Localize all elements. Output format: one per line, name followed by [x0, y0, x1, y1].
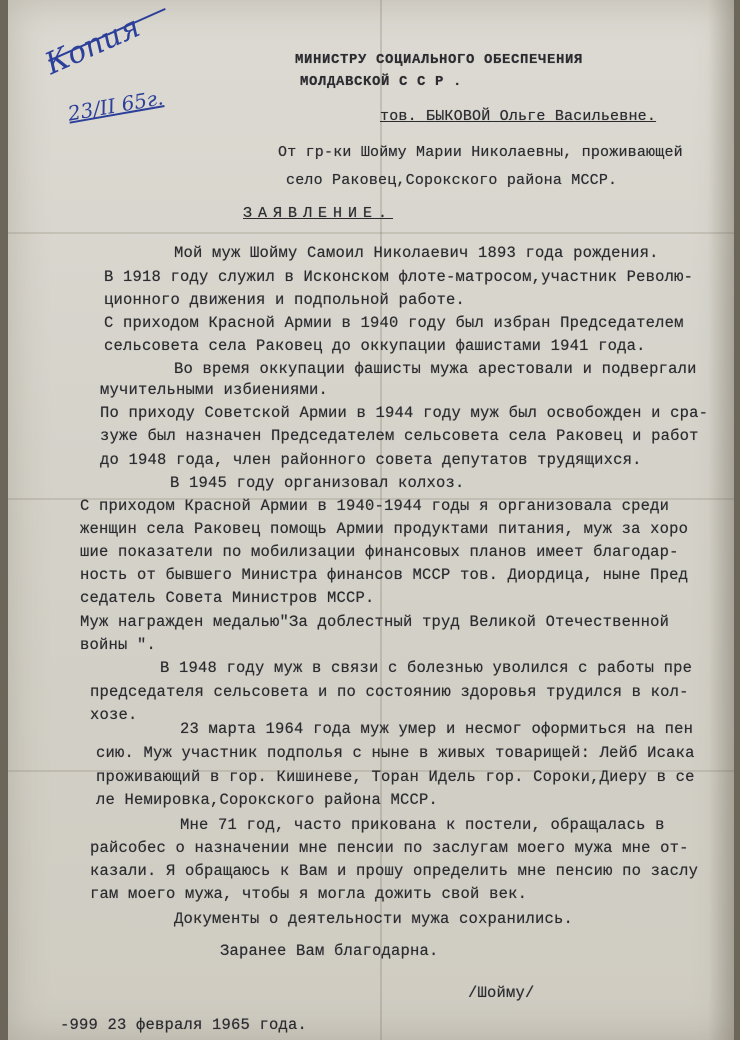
recipient-republic: МОЛДАВСКОЙ С С Р . [300, 74, 463, 90]
footer-date: -999 23 февраля 1965 года. [60, 1016, 308, 1034]
body-line: 23 марта 1964 года муж умер и несмог оформиться на пен [180, 720, 694, 738]
body-line: проживающий в гор. Кишиневе, Торан Идель гор. Сороки,Диеру в се [96, 768, 695, 786]
body-line: хозе. [90, 706, 138, 724]
body-line: Документы о деятельности мужа сохранились. [174, 910, 574, 928]
body-line: райсобес о назначении мне пенсии по заслугам моего мужа мне от- [90, 839, 689, 857]
body-line: зуже был назначен Председателем сельсовета села Раковец и работ [100, 427, 699, 445]
sender-line-2: село Раковец,Сорокского района МССР. [286, 172, 618, 189]
body-line: до 1948 года, член районного совета депутатов трудящихся. [100, 451, 642, 469]
body-line: С приходом Красной Армии в 1940-1944 годы я организовала среди [80, 497, 670, 515]
body-line: сельсовета села Раковец до оккупации фашистами 1941 года. [104, 337, 646, 355]
body-line: В 1948 году муж в связи с болезнью уволился с работы пре [160, 659, 693, 677]
document-page [8, 0, 734, 1040]
body-line: мучительными избиениями. [100, 381, 329, 399]
body-line: ность от бывшего Министра финансов МССР тов. Диордица, ныне Пред [80, 566, 689, 584]
body-line: гам моего мужа, чтобы я могла дожить свой век. [90, 885, 528, 903]
handwritten-date: 23/II 65г. [66, 85, 165, 126]
document-title: ЗАЯВЛЕНИЕ. [243, 205, 394, 222]
body-line: войны ". [80, 636, 157, 654]
body-line: сию. Муж участник подполья с ныне в живых товарищей: Лейб Исака [96, 744, 695, 762]
body-line: Мой муж Шойму Самоил Николаевич 1893 года рождения. [174, 244, 659, 262]
body-line: По приходу Советской Армии в 1944 году муж был освобожден и сра- [100, 404, 709, 422]
body-line: женщин села Раковец помощь Армии продуктами питания, муж за хоро [80, 520, 689, 538]
body-line: ционного движения и подпольной работе. [104, 291, 466, 309]
body-line: председателя сельсовета и по состоянию здоровья трудился в кол- [90, 683, 689, 701]
body-line: В 1945 году организовал колхоз. [170, 474, 465, 492]
closing-line: Заранее Вам благодарна. [220, 942, 439, 960]
fold-crease-horizontal [8, 232, 734, 234]
body-line: казали. Я обращаюсь к Вам и прошу определить мне пенсию по заслу [90, 862, 699, 880]
signature: /Шойму/ [468, 984, 535, 1002]
body-line: В 1918 году служил в Исконском флоте-матросом,участник Револю- [104, 268, 694, 286]
handwritten-copy-mark: Копия [40, 9, 146, 82]
body-line: ле Немировка,Сорокского района МССР. [96, 791, 439, 809]
sender-line-1: От гр-ки Шойму Марии Николаевны, проживающей [278, 144, 683, 161]
recipient-name: тов. БЫКОВОЙ Ольге Васильевне. [380, 108, 657, 125]
paper-edge-shadow [708, 0, 734, 1040]
body-line: Во время оккупации фашисты мужа арестовали и подвергали [174, 360, 697, 378]
body-line: шие показатели по мобилизации финансовых планов имеет благодар- [80, 543, 679, 561]
recipient-ministry: МИНИСТРУ СОЦИАЛЬНОГО ОБЕСПЕЧЕНИЯ [295, 52, 584, 68]
body-line: Муж награжден медалью"За доблестный труд Великой Отечественной [80, 613, 670, 631]
body-line: С приходом Красной Армии в 1940 году был избран Председателем [104, 314, 684, 332]
body-line: седатель Совета Министров МССР. [80, 589, 375, 607]
body-line: Мне 71 год, часто прикована к постели, обращалась в [180, 816, 665, 834]
